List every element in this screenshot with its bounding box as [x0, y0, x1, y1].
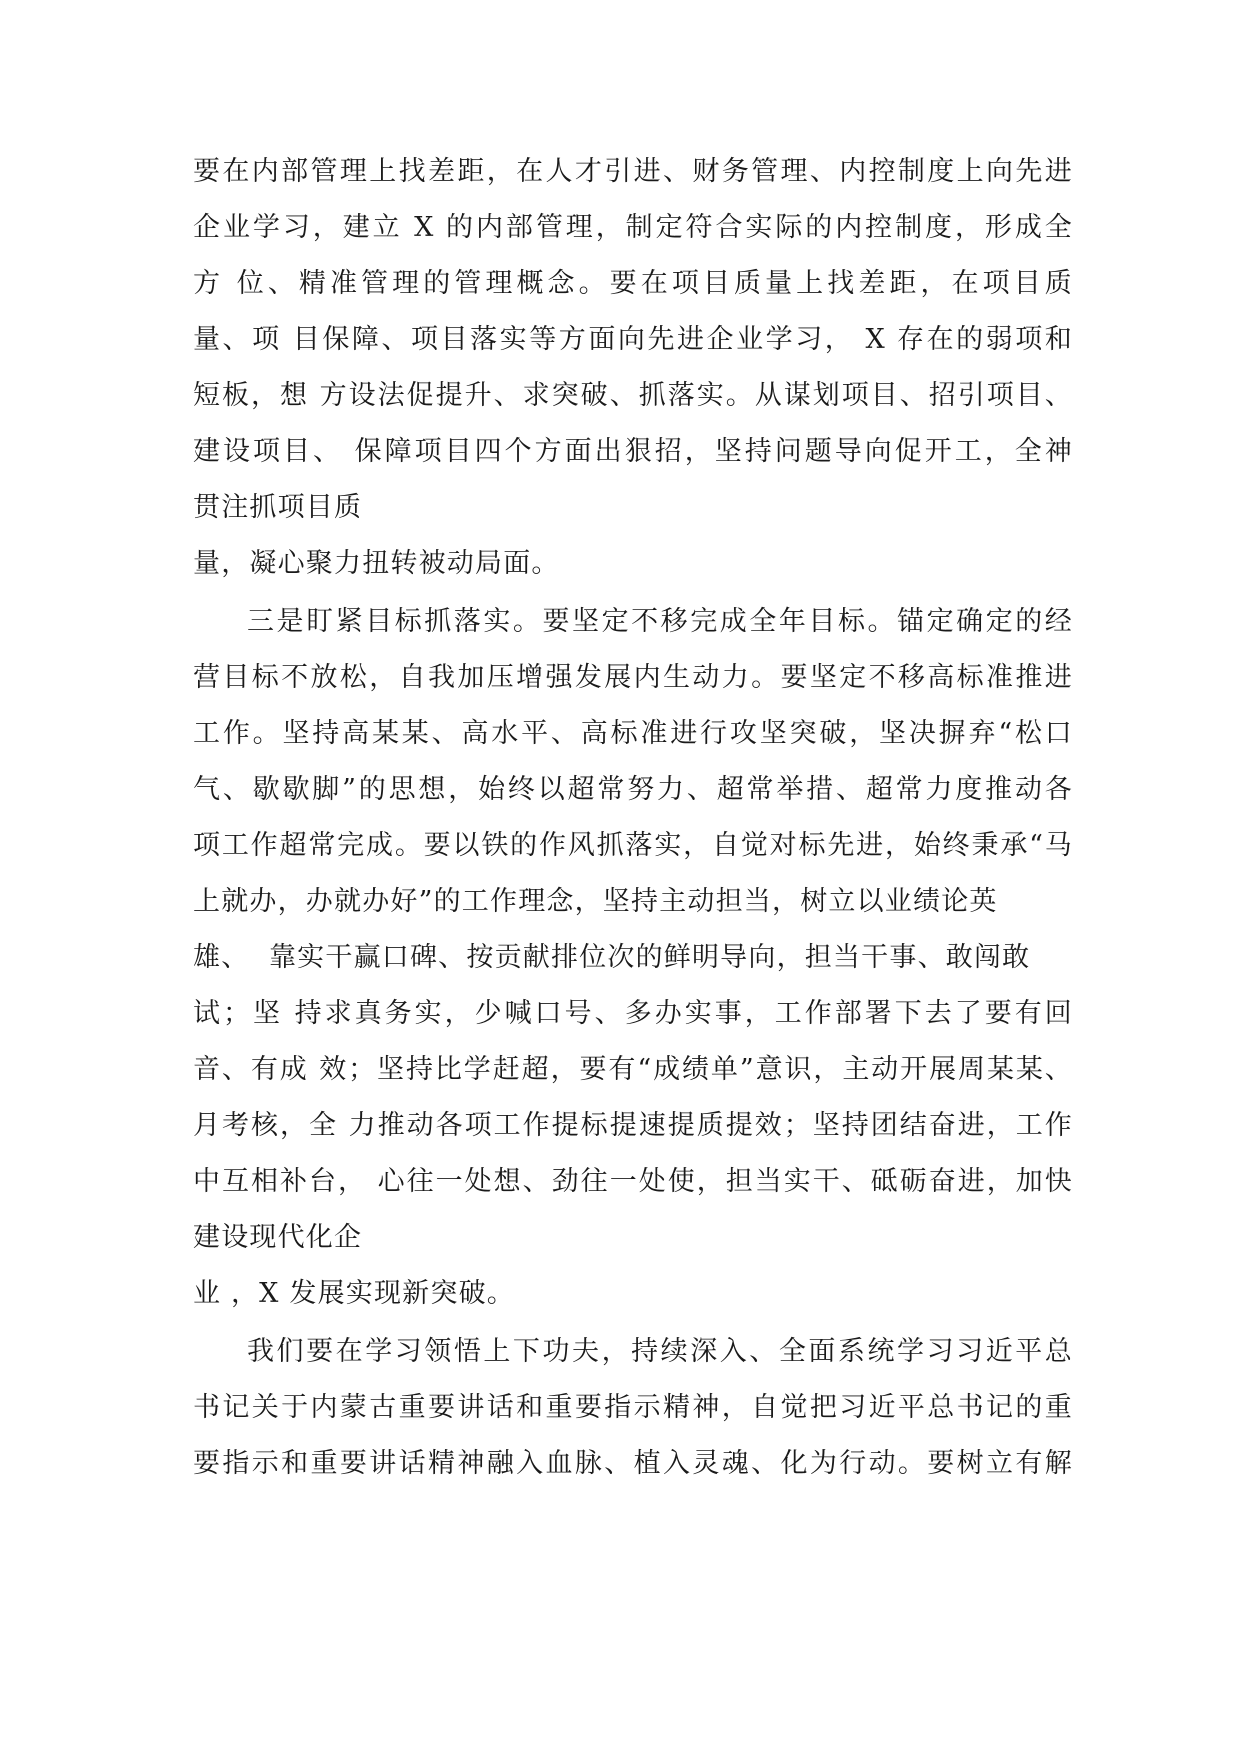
- text-line: 书记关于内蒙古重要讲话和重要指示精神，自觉把习近平总书记的重: [193, 1392, 1073, 1423]
- text-line: 方 位、精准管理的管理概念。要在项目质量上找差距，在项目质: [193, 268, 1073, 299]
- text-line: 营目标不放松，自我加压增强发展内生动力。要坚定不移高标准推进: [193, 662, 1073, 693]
- text-line: 音、有成 效；坚持比学赶超，要有“成绩单”意识，主动开展周某某、: [193, 1054, 1073, 1085]
- text-line: 试；坚 持求真务实，少喊口号、多办实事，工作部署下去了要有回: [193, 998, 1073, 1029]
- text-line: 雄、 靠实干赢口碑、按贡献排位次的鲜明导向，担当干事、敢闯敢: [193, 942, 1031, 973]
- text-line: 三是盯紧目标抓落实。要坚定不移完成全年目标。锚定确定的经: [247, 606, 1073, 637]
- text-line: 短板，想 方设法促提升、求突破、抓落实。从谋划项目、招引项目、: [193, 380, 1073, 411]
- text-line: 建设项目、 保障项目四个方面出狠招，坚持问题导向促开工，全神: [193, 436, 1073, 467]
- text-line: 我们要在学习领悟上下功夫，持续深入、全面系统学习习近平总: [247, 1336, 1073, 1367]
- text-line: 贯注抓项目质: [193, 492, 363, 523]
- text-line: 上就办，办就办好”的工作理念，坚持主动担当，树立以业绩论英: [193, 886, 998, 917]
- text-line: 气、歇歇脚”的思想，始终以超常努力、超常举措、超常力度推动各: [193, 774, 1073, 805]
- text-line: 要在内部管理上找差距，在人才引进、财务管理、内控制度上向先进: [193, 156, 1073, 187]
- text-line: 业 ，X 发展实现新突破。: [193, 1278, 515, 1309]
- text-line: 月考核，全 力推动各项工作提标提速提质提效；坚持团结奋进，工作: [193, 1110, 1073, 1141]
- text-line: 项工作超常完成。要以铁的作风抓落实，自觉对标先进，始终秉承“马: [193, 830, 1073, 861]
- text-line: 量，凝心聚力扭转被动局面。: [193, 548, 560, 579]
- text-line: 工作。坚持高某某、高水平、高标准进行攻坚突破，坚决摒弃“松口: [193, 718, 1073, 749]
- text-line: 建设现代化企: [193, 1222, 363, 1253]
- text-line: 要指示和重要讲话精神融入血脉、植入灵魂、化为行动。要树立有解: [193, 1448, 1073, 1479]
- text-line: 量、项 目保障、项目落实等方面向先进企业学习， X 存在的弱项和: [193, 324, 1073, 355]
- text-line: 中互相补台， 心往一处想、劲往一处使，担当实干、砥砺奋进，加快: [193, 1166, 1073, 1197]
- text-line: 企业学习，建立 X 的内部管理，制定符合实际的内控制度，形成全: [193, 212, 1073, 243]
